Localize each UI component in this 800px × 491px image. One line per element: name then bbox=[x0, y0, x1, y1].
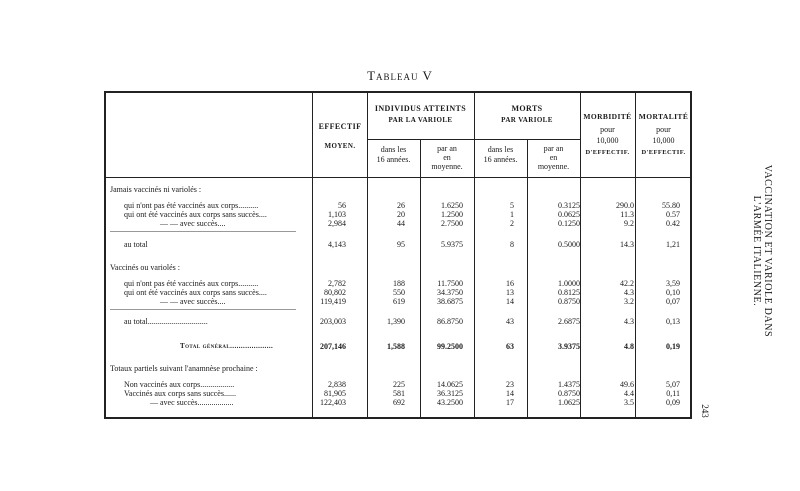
table-row bbox=[0, 317, 800, 326]
table-row bbox=[0, 380, 800, 389]
cell-atteints-an: 43.2500 bbox=[437, 398, 463, 407]
running-title: VACCINATION ET VARIOLE DANS L'ARMÉE ITALIENNE. bbox=[751, 164, 773, 338]
header-10000: 10,000 bbox=[652, 136, 675, 145]
header-divider bbox=[367, 139, 474, 140]
cell-atteints-16: 95 bbox=[397, 240, 405, 249]
cell-morts-an: 1.4375 bbox=[558, 380, 580, 389]
cell-morbidite: 42.2 bbox=[620, 279, 634, 288]
header-mortalite: MORTALITÉ bbox=[638, 112, 689, 121]
cell-morts-16: 5 bbox=[510, 201, 514, 210]
row-label: Total général.................... bbox=[180, 342, 274, 350]
cell-mortalite: 3,59 bbox=[666, 279, 680, 288]
row-label: qui ont été vaccinés aux corps sans succès.... bbox=[124, 210, 267, 219]
cell-morts-an: 2.6875 bbox=[558, 317, 580, 326]
cell-mortalite: 0,10 bbox=[666, 288, 680, 297]
cell-morts-an: 0.8750 bbox=[558, 297, 580, 306]
cell-morts-16: 1 bbox=[510, 210, 514, 219]
cell-atteints-16: 26 bbox=[397, 201, 405, 210]
header-individus: INDIVIDUS ATTEINTS bbox=[374, 104, 467, 113]
row-label: — — avec succès.... bbox=[160, 219, 226, 228]
subheader-16-annees: 16 années. bbox=[376, 155, 411, 164]
cell-atteints-an: 2.7500 bbox=[441, 219, 463, 228]
header-deffectif: D'EFFECTIF. bbox=[585, 149, 630, 156]
cell-atteints-16: 550 bbox=[393, 288, 405, 297]
cell-morts-an: 1.0000 bbox=[558, 279, 580, 288]
cell-morts-16: 14 bbox=[506, 389, 514, 398]
cell-atteints-an: 36.3125 bbox=[437, 389, 463, 398]
cell-morts-16: 63 bbox=[506, 342, 514, 351]
row-label: Totaux partiels suivant l'anamnèse prochaine : bbox=[110, 364, 258, 373]
table-row bbox=[0, 288, 800, 297]
cell-morts-16: 8 bbox=[510, 240, 514, 249]
cell-morts-16: 14 bbox=[506, 297, 514, 306]
subheader-16-annees: 16 années. bbox=[483, 155, 518, 164]
cell-atteints-an: 11.7500 bbox=[437, 279, 463, 288]
page-number: 243 bbox=[699, 404, 710, 418]
cell-mortalite: 0,13 bbox=[666, 317, 680, 326]
row-label: qui n'ont pas été vaccinés aux corps.......... bbox=[124, 279, 259, 288]
cell-morts-an: 0.8750 bbox=[558, 389, 580, 398]
table-row bbox=[0, 240, 800, 249]
table-row bbox=[0, 279, 800, 288]
cell-effectif: 203,003 bbox=[320, 317, 346, 326]
cell-morbidite: 4.8 bbox=[624, 342, 634, 351]
header-10000: 10,000 bbox=[596, 136, 619, 145]
table-row bbox=[0, 219, 800, 228]
header-par-variole: PAR VARIOLE bbox=[501, 116, 553, 124]
cell-morts-an: 0.3125 bbox=[558, 201, 580, 210]
cell-morbidite: 3.2 bbox=[624, 297, 634, 306]
cell-effectif: 2,984 bbox=[328, 219, 346, 228]
cell-effectif: 4,143 bbox=[328, 240, 346, 249]
header-pour: pour bbox=[600, 125, 615, 134]
cell-mortalite: 0.57 bbox=[666, 210, 680, 219]
header-pour: pour bbox=[656, 125, 671, 134]
cell-morts-an: 1.0625 bbox=[558, 398, 580, 407]
divider bbox=[110, 309, 296, 310]
row-label: Vaccinés aux corps sans succès...... bbox=[124, 389, 236, 398]
cell-atteints-16: 619 bbox=[393, 297, 405, 306]
cell-morts-16: 13 bbox=[506, 288, 514, 297]
cell-atteints-16: 1,588 bbox=[387, 342, 405, 351]
cell-atteints-an: 38.6875 bbox=[437, 297, 463, 306]
cell-effectif: 122,403 bbox=[320, 398, 346, 407]
subheader-dans-les: dans les bbox=[380, 145, 407, 154]
header-deffectif: D'EFFECTIF. bbox=[641, 149, 686, 156]
cell-morts-an: 0.5000 bbox=[558, 240, 580, 249]
cell-morts-16: 16 bbox=[506, 279, 514, 288]
row-label: Non vaccinés aux corps................. bbox=[124, 380, 235, 389]
subheader-en: en bbox=[549, 153, 558, 162]
cell-mortalite: 0,19 bbox=[666, 342, 680, 351]
cell-morbidite: 14.3 bbox=[620, 240, 634, 249]
cell-morts-16: 23 bbox=[506, 380, 514, 389]
subheader-dans-les: dans les bbox=[487, 145, 514, 154]
cell-morbidite: 9.2 bbox=[624, 219, 634, 228]
cell-atteints-an: 14.0625 bbox=[437, 380, 463, 389]
cell-mortalite: 0,11 bbox=[666, 389, 680, 398]
cell-morbidite: 4.3 bbox=[624, 317, 634, 326]
cell-effectif: 2,838 bbox=[328, 380, 346, 389]
cell-atteints-an: 34.3750 bbox=[437, 288, 463, 297]
row-label: Jamais vaccinés ni variolés : bbox=[110, 185, 202, 194]
cell-effectif: 56 bbox=[338, 201, 346, 210]
cell-atteints-16: 1,390 bbox=[387, 317, 405, 326]
cell-morbidite: 3.5 bbox=[624, 398, 634, 407]
table-row-total bbox=[0, 342, 800, 351]
row-label: — avec succès.................. bbox=[150, 398, 234, 407]
cell-morbidite: 49.6 bbox=[620, 380, 634, 389]
cell-mortalite: 0,07 bbox=[666, 297, 680, 306]
subheader-par-an: par an bbox=[437, 144, 457, 153]
subheader-moyenne: moyenne. bbox=[431, 162, 463, 171]
cell-mortalite: 5,07 bbox=[666, 380, 680, 389]
cell-morbidite: 290.0 bbox=[616, 201, 634, 210]
cell-mortalite: 1,21 bbox=[666, 240, 680, 249]
cell-atteints-16: 188 bbox=[393, 279, 405, 288]
header-bottom-line bbox=[104, 177, 692, 178]
cell-atteints-16: 692 bbox=[393, 398, 405, 407]
cell-morts-an: 3.9375 bbox=[558, 342, 580, 351]
header-divider bbox=[474, 139, 580, 140]
cell-atteints-16: 225 bbox=[393, 380, 405, 389]
cell-morts-16: 2 bbox=[510, 219, 514, 228]
cell-atteints-16: 581 bbox=[393, 389, 405, 398]
cell-morts-an: 0.0625 bbox=[558, 210, 580, 219]
cell-atteints-an: 1.6250 bbox=[441, 201, 463, 210]
row-label: — — avec succès.... bbox=[160, 297, 226, 306]
cell-morbidite: 11.3 bbox=[620, 210, 634, 219]
header-moyen: MOYEN. bbox=[324, 142, 356, 150]
cell-atteints-an: 1.2500 bbox=[441, 210, 463, 219]
cell-atteints-16: 44 bbox=[397, 219, 405, 228]
cell-atteints-16: 20 bbox=[397, 210, 405, 219]
table-row bbox=[0, 297, 800, 306]
cell-morts-16: 17 bbox=[506, 398, 514, 407]
cell-effectif: 80,802 bbox=[324, 288, 346, 297]
cell-morts-an: 0.8125 bbox=[558, 288, 580, 297]
cell-atteints-an: 86.8750 bbox=[437, 317, 463, 326]
cell-effectif: 2,782 bbox=[328, 279, 346, 288]
cell-atteints-an: 5.9375 bbox=[441, 240, 463, 249]
row-label: qui n'ont pas été vaccinés aux corps.......... bbox=[124, 201, 259, 210]
table-row bbox=[0, 210, 800, 219]
header-effectif: EFFECTIF bbox=[318, 122, 362, 131]
cell-morbidite: 4.3 bbox=[624, 288, 634, 297]
table-row bbox=[0, 185, 800, 194]
table-row bbox=[0, 389, 800, 398]
table-row bbox=[0, 201, 800, 210]
cell-effectif: 1,103 bbox=[328, 210, 346, 219]
cell-effectif: 81,905 bbox=[324, 389, 346, 398]
divider bbox=[110, 231, 296, 232]
cell-effectif: 119,419 bbox=[320, 297, 346, 306]
cell-mortalite: 0,09 bbox=[666, 398, 680, 407]
cell-mortalite: 55.80 bbox=[662, 201, 680, 210]
subheader-par-an: par an bbox=[543, 144, 564, 153]
cell-effectif: 207,146 bbox=[320, 342, 346, 351]
row-label: Vaccinés ou variolés : bbox=[110, 263, 180, 272]
header-par-la-variole: PAR LA VARIOLE bbox=[388, 116, 453, 124]
cell-mortalite: 0.42 bbox=[666, 219, 680, 228]
row-label: qui ont été vaccinés aux corps sans succès.... bbox=[124, 288, 267, 297]
cell-atteints-an: 99.2500 bbox=[437, 342, 463, 351]
cell-morts-16: 43 bbox=[506, 317, 514, 326]
subheader-en: en bbox=[443, 153, 451, 162]
table-row bbox=[0, 398, 800, 407]
cell-morts-an: 0.1250 bbox=[558, 219, 580, 228]
table-row bbox=[0, 364, 800, 373]
table-title: Tableau V bbox=[367, 68, 433, 83]
subheader-moyenne: moyenne. bbox=[537, 162, 570, 171]
row-label: au total bbox=[124, 240, 148, 249]
cell-morbidite: 4.4 bbox=[624, 389, 634, 398]
header-morts: MORTS bbox=[511, 104, 543, 113]
header-morbidite: MORBIDITÉ bbox=[583, 112, 632, 121]
table-row bbox=[0, 263, 800, 272]
row-label: au total.............................. bbox=[124, 317, 208, 326]
